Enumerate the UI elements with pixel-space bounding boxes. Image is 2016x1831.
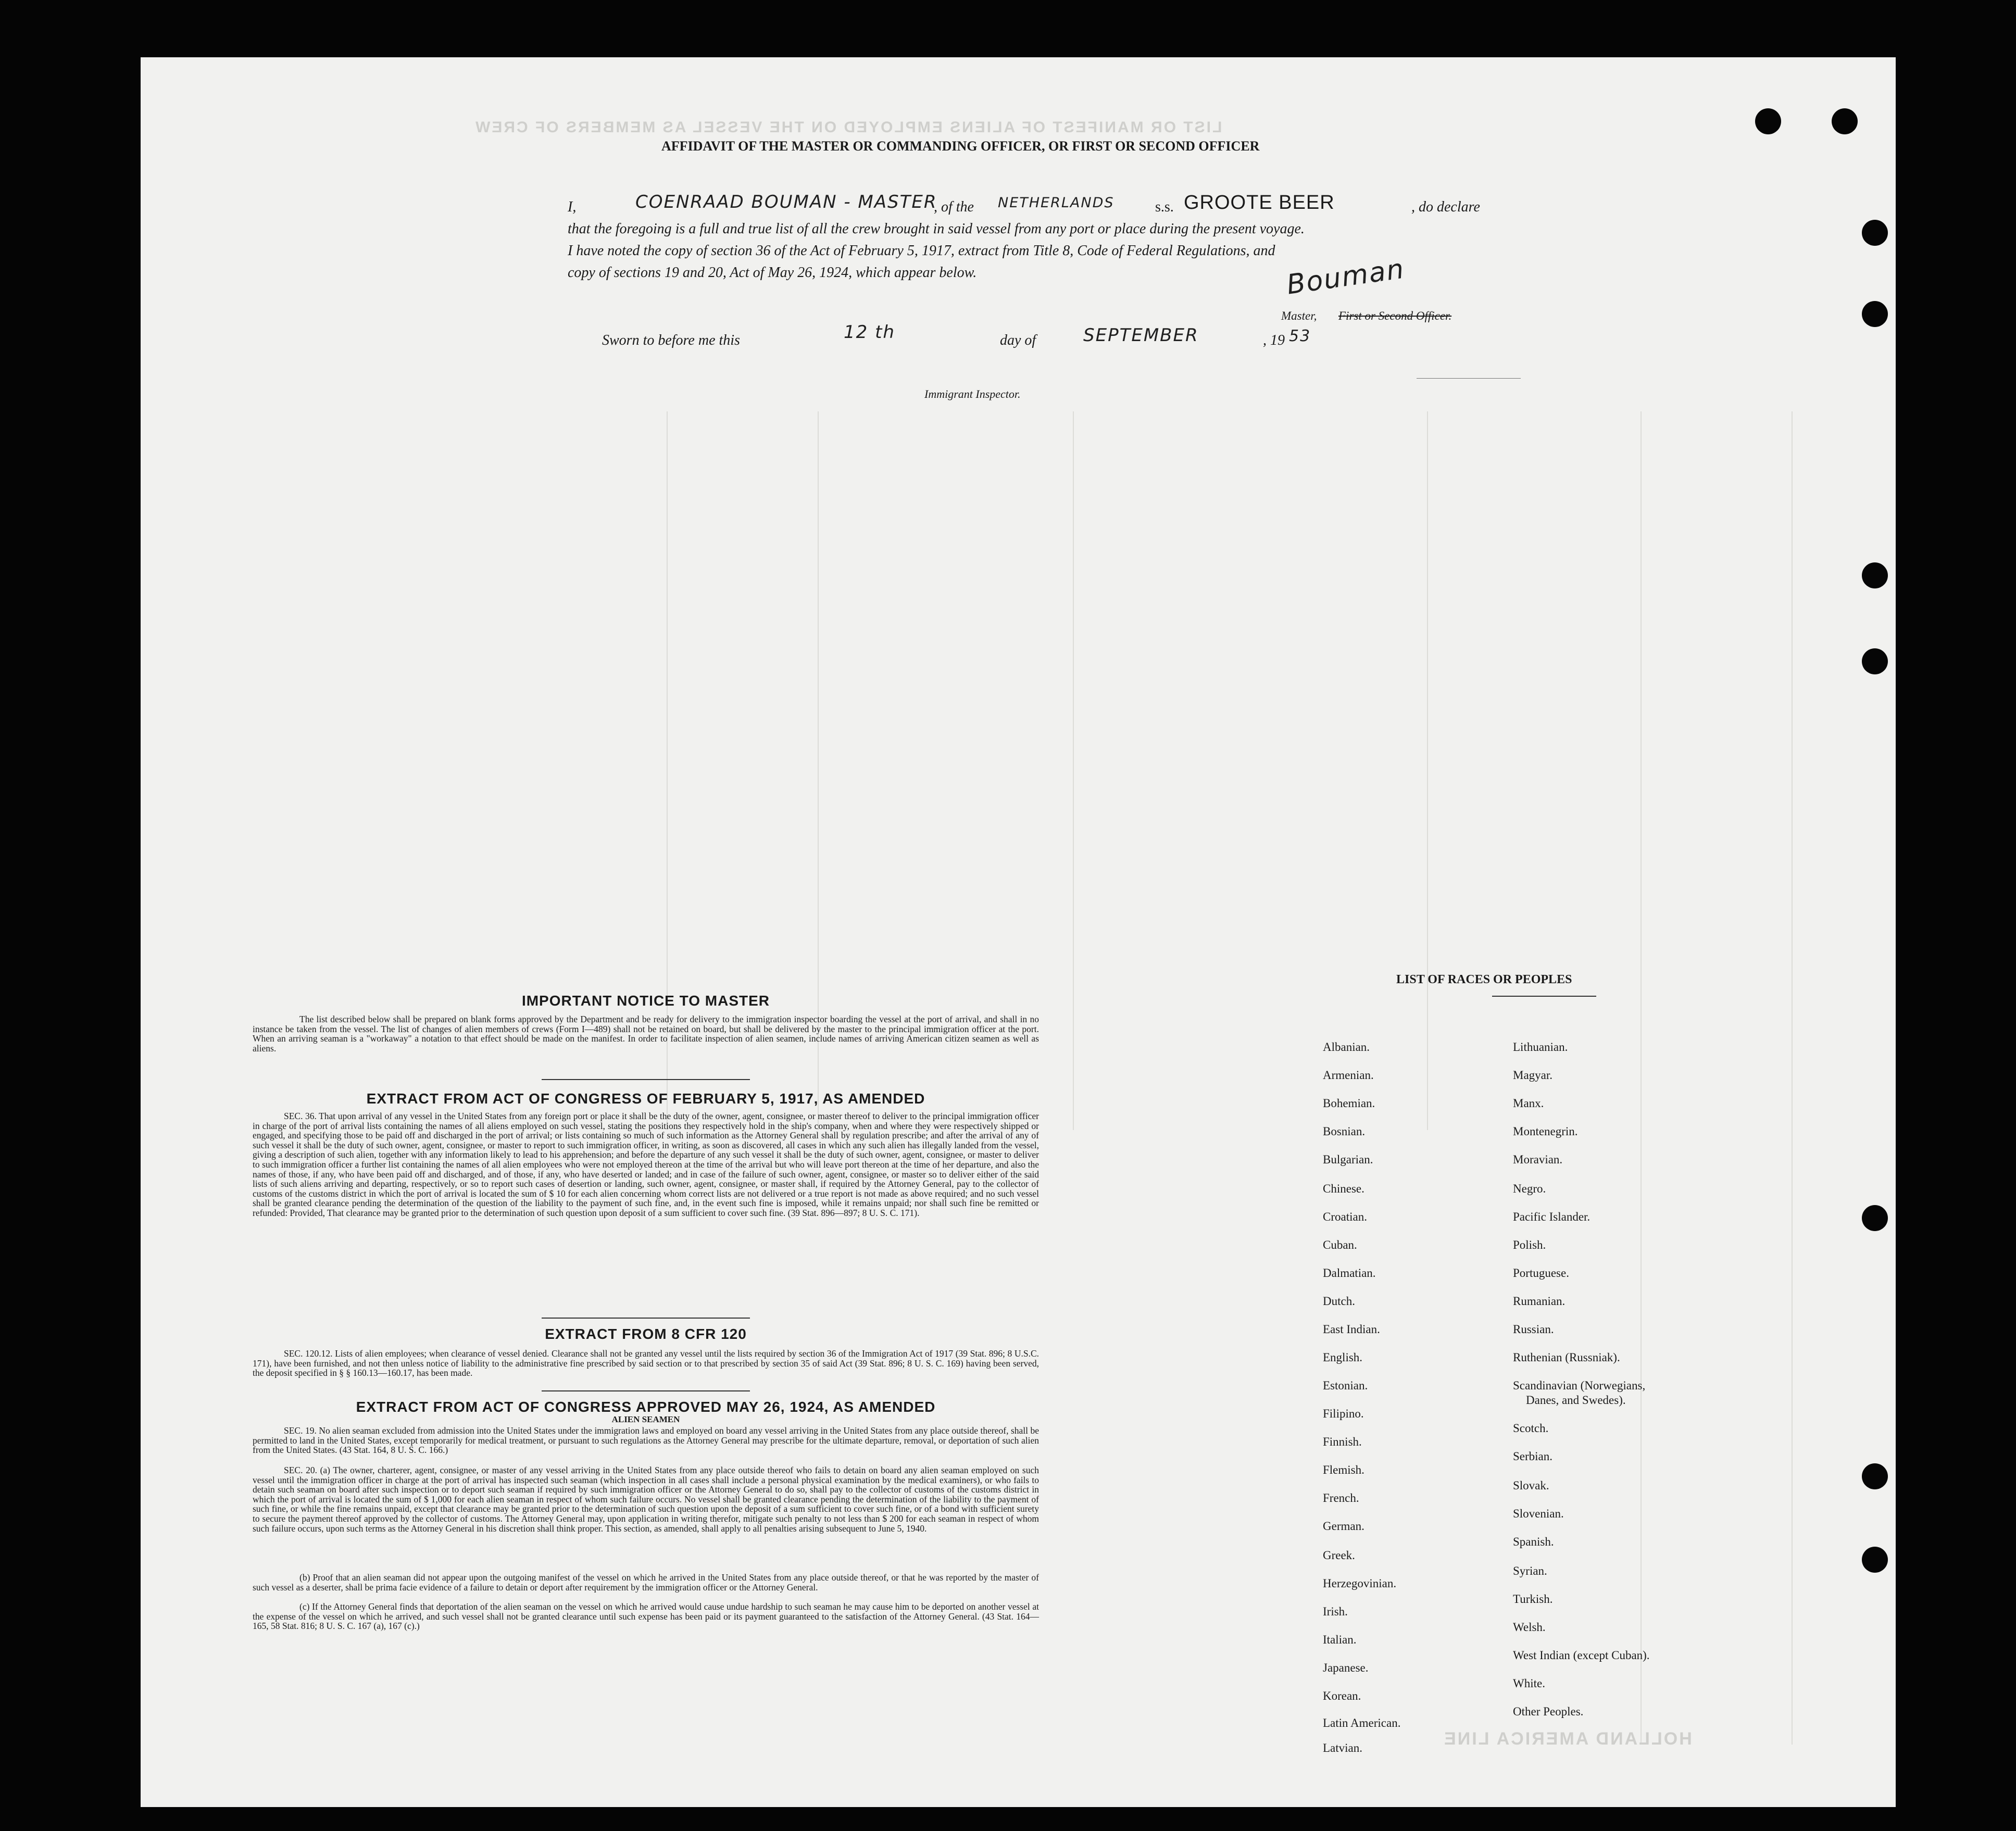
race-item: Irish. (1323, 1605, 1348, 1618)
race-item: White. (1513, 1677, 1545, 1690)
year-prefix: , 19 (1263, 332, 1285, 348)
race-item: Albanian. (1323, 1040, 1370, 1054)
section-rule (542, 1318, 750, 1319)
notice-body: The list described below shall be prepared on blank forms approved by the Department and be ready for delivery to the immigration inspector boarding the vessel at the port of arrival, and shall in no instance be taken from the vessel. The list of changes of alien members of crews (Form I—489) shall not be retained on board, but shall be delivered by the master to the principal immigration officer at the port. When an arriving seaman is a "workaway" a notation to that effect should be made on the manifest. In order to facilitate inspection of alien seamen, include names of arriving American citizen seamen as well as aliens. (253, 1014, 1039, 1054)
affidavit-title: AFFIDAVIT OF THE MASTER OR COMMANDING OFFICER, OR FIRST OR SECOND OFFICER (661, 139, 1260, 154)
race-item: Danes, and Swedes). (1526, 1394, 1626, 1407)
race-item: Magyar. (1513, 1069, 1553, 1082)
alien-seamen-subheading: ALIEN SEAMEN (611, 1414, 680, 1424)
race-item: Rumanian. (1513, 1295, 1566, 1308)
race-item: Negro. (1513, 1182, 1546, 1195)
races-heading: LIST OF RACES OR PEOPLES (1396, 973, 1572, 986)
extract-cfr-heading: EXTRACT FROM 8 CFR 120 (545, 1326, 747, 1342)
affidavit-i-label: I, (568, 199, 577, 215)
race-item: Slovenian. (1513, 1507, 1564, 1520)
race-item: Greek. (1323, 1549, 1355, 1562)
affidavit-line-4: copy of sections 19 and 20, Act of May 26, 1924, which appear below. (568, 265, 977, 281)
race-item: Filipino. (1323, 1407, 1364, 1420)
bleed-column-line (1792, 411, 1793, 1745)
race-item: Chinese. (1323, 1182, 1364, 1195)
race-item: Russian. (1513, 1323, 1554, 1336)
signature-line (1417, 378, 1521, 379)
race-item: Lithuanian. (1513, 1040, 1568, 1054)
section-rule (542, 1079, 750, 1080)
race-item: Slovak. (1513, 1479, 1549, 1492)
affidavit-line-3: I have noted the copy of section 36 of the Act of February 5, 1917, extract from Title 8, Code of Federal Regulations, and (568, 243, 1275, 259)
race-item: Welsh. (1513, 1621, 1546, 1634)
declarant-name: COENRAAD BOUMAN - MASTER (635, 192, 937, 212)
race-item: East Indian. (1323, 1323, 1380, 1336)
sworn-label: Sworn to before me this (602, 332, 740, 348)
mirrored-header-bleedthrough: LIST OR MANIFEST OF ALIENS EMPLOYED ON THE VESSEL AS MEMBERS OF CREW (474, 119, 1222, 136)
nationality: NETHERLANDS (998, 195, 1115, 211)
master-signature: Bouman (1284, 253, 1407, 301)
race-item: Croatian. (1323, 1210, 1367, 1223)
punch-hole (1862, 301, 1888, 327)
race-item: Moravian. (1513, 1153, 1563, 1166)
bleed-column-line (1427, 411, 1428, 1130)
sec-19-text: SEC. 19. No alien seaman excluded from admission into the United States under the immigration laws and employed on board any vessel arriving in the United States from any place outside thereof, shall be permitted to land in the United States, except temporarily for medical treatment, or pursuant to such regulations as the Attorney General may prescribe for the ultimate departure, removal, or deportation of such alien from the United States. (43 Stat. 164, 8 U. S. C. 166.) (253, 1425, 1039, 1456)
race-item: Japanese. (1323, 1661, 1369, 1674)
day-of-label: day of (1000, 332, 1036, 348)
race-item: Manx. (1513, 1097, 1544, 1110)
race-item: Italian. (1323, 1633, 1357, 1646)
race-item: French. (1323, 1491, 1359, 1504)
race-item: Polish. (1513, 1238, 1546, 1251)
race-item: Flemish. (1323, 1463, 1364, 1476)
race-item: Other Peoples. (1513, 1705, 1584, 1718)
race-item: Pacific Islander. (1513, 1210, 1591, 1223)
extract-1917-body: SEC. 36. That upon arrival of any vessel in the United States from any foreign port or place it shall be the duty of the owner, agent, consignee, or master thereof to deliver to the principal immigration officer in charge of the port of arrival lists containing the names of all aliens employed on such vessel, stating the positions they respectively hold in the ship's company, when and where they were respectively shipped or engaged, and specifying those to be paid off and discharged in the port of arrival; or lists containing so much of such information as the Attorney General shall by regulation prescribe; and after the arrival of any of such vessel it shall be the duty of such owner, agent, consignee, or master to report to such immigration officer, in writing, as soon as discovered, all cases in which any such alien has illegally landed from the vessel, giving a description of such alien, together with any information likely to lead to his apprehension; and before the departure of any such vessel it shall be the duty of such owner, agent, consignee, or master to deliver to such immigration officer a further list containing the names of all alien employees who were not employed thereon at the time of the arrival but who will leave port thereon at the time of her departure, and also the names of those, if any, who have been paid off and discharged, and of those, if any, who have deserted or landed; and in case of the failure of such owner, agent, consignee, or master so to deliver either of the said lists of such aliens arriving and departing, respectively, or so to report such cases of desertion or landing, such owner, agent, consignee, or master shall, if required by the Attorney General, pay to the collector of customs of the customs district in which the port of arrival is located the sum of $ 10 for each alien concerning whom correct lists are not delivered or a true report is not made as above required; and no such vessel shall be granted clearance pending the determination of the question of the liability to the payment of such fine, and, in the event such fine is imposed, while it remains unpaid; nor shall such fine be remitted or refunded: Provided, That clearance may be granted prior to the determination of such question upon deposit of a sum sufficient to cover such fine. (39 Stat. 896—897; 8 U. S. C. 171). (253, 1111, 1039, 1218)
race-item: Scotch. (1513, 1422, 1549, 1435)
punch-hole (1862, 220, 1888, 246)
ss-prefix: s.s. (1155, 199, 1174, 215)
race-item: Herzegovinian. (1323, 1577, 1397, 1590)
extract-1917-heading: EXTRACT FROM ACT OF CONGRESS OF FEBRUARY 5, 1917, AS AMENDED (366, 1090, 925, 1107)
race-item: Bohemian. (1323, 1097, 1375, 1110)
extract-cfr-body: SEC. 120.12. Lists of alien employees; when clearance of vessel denied. Clearance shall not be granted any vessel until the lists required by section 36 of the Immigration Act of 1917 (39 Stat. 896; 8 U.S.C. 171), have been furnished, and not then unless notice of liability to the administrative fine prescribed by said section or to that prescribed by section 35 of said Act (39 Stat. 896; 8 U. S. C. 169) having been served, the deposit specified in § § 160.13—160.17, has been made. (253, 1348, 1039, 1378)
races-heading-rule (1492, 996, 1596, 997)
struck-officer-label: First or Second Officer. (1338, 309, 1452, 322)
race-item: Portuguese. (1513, 1266, 1569, 1280)
race-item: Dutch. (1323, 1295, 1355, 1308)
race-item: Bulgarian. (1323, 1153, 1373, 1166)
punch-hole (1862, 1205, 1888, 1231)
inspector-label: Immigrant Inspector. (924, 387, 1021, 400)
mirrored-company-bleedthrough: HOLLAND AMERICA LINE (1443, 1729, 1692, 1749)
race-item: English. (1323, 1351, 1363, 1364)
race-item: Armenian. (1323, 1069, 1374, 1082)
punch-hole (1862, 648, 1888, 674)
race-item: Cuban. (1323, 1238, 1357, 1251)
race-item: West Indian (except Cuban). (1513, 1649, 1650, 1662)
race-item: Latvian. (1323, 1741, 1362, 1754)
race-item: Latin American. (1323, 1716, 1401, 1729)
race-item: Turkish. (1513, 1592, 1553, 1606)
affidavit-line-2: that the foregoing is a full and true list of all the crew brought in said vessel from any port or place during the present voyage. (568, 221, 1305, 237)
section-rule (542, 1390, 750, 1391)
race-item: German. (1323, 1520, 1364, 1533)
race-item: Korean. (1323, 1689, 1361, 1702)
affidavit-do-declare: , do declare (1411, 199, 1480, 215)
extract-1924-heading: EXTRACT FROM ACT OF CONGRESS APPROVED MAY 26, 1924, AS AMENDED (356, 1399, 936, 1415)
race-item: Scandinavian (Norwegians, (1513, 1379, 1646, 1392)
punch-hole (1862, 1463, 1888, 1489)
document-page (141, 57, 1896, 1807)
bleed-column-line (1073, 411, 1074, 1130)
race-item: Dalmatian. (1323, 1266, 1376, 1280)
vessel-name: GROOTE BEER (1184, 192, 1335, 214)
sworn-month: SEPTEMBER (1083, 325, 1199, 346)
race-item: Finnish. (1323, 1435, 1362, 1448)
punch-hole (1862, 1547, 1888, 1573)
punch-hole (1832, 108, 1858, 134)
notice-heading: IMPORTANT NOTICE TO MASTER (521, 993, 770, 1009)
punch-hole (1862, 562, 1888, 588)
sworn-day: 12 th (844, 322, 895, 343)
sec-20a-text: SEC. 20. (a) The owner, charterer, agent, consignee, or master of any vessel arriving in the United States from any place outside thereof who fails to detain on board any alien seaman employed on such vessel until the immigration officer in charge at the port of arrival has inspected such seaman (which inspection in all cases shall include a personal physical examination by the medical examiners), or who fails to detain such seaman on board after such inspection or to deport such seaman if required by such immigration officer or the Attorney General to do so, shall pay to the collector of customs of the customs district in which the port of arrival is located the sum of $ 1,000 for each alien seaman in respect of whom such failure occurs. No vessel shall be granted clearance pending the determination of the liability to the payment of such fine, or while the fine remains unpaid, except that clearance may be granted prior to the determination of such question upon the deposit of a sum sufficient to cover such fine, or of a bond with sufficient surety to secure the payment thereof approved by the collector of customs. The Attorney General may, upon application in writing therefor, mitigate such penalty to not less than $ 200 for each seaman in respect of whom such failure occurs, upon such terms as the Attorney General in his discretion shall think proper. This section, as amended, shall apply to all penalties arising subsequent to June 5, 1940. (253, 1465, 1039, 1534)
sec-20b-text: (b) Proof that an alien seaman did not appear upon the outgoing manifest of the vessel on which he arrived in the United States from any place outside thereof, or that he was reported by the master of such vessel as a deserter, shall be prima facie evidence of a failure to detain or deport after requirement by the immigration officer or the Attorney General. (253, 1572, 1039, 1592)
bleed-column-line (1641, 411, 1642, 1745)
race-item: Syrian. (1513, 1564, 1547, 1577)
race-item: Spanish. (1513, 1535, 1554, 1548)
race-item: Montenegrin. (1513, 1125, 1578, 1138)
year-suffix: 53 (1289, 327, 1311, 345)
race-item: Serbian. (1513, 1450, 1553, 1463)
race-item: Ruthenian (Russniak). (1513, 1351, 1620, 1364)
affidavit-of-the: , of the (934, 199, 974, 215)
punch-hole (1755, 108, 1781, 134)
race-item: Bosnian. (1323, 1125, 1366, 1138)
master-label: Master, (1281, 309, 1317, 322)
sec-20c-text: (c) If the Attorney General finds that deportation of the alien seaman on the vessel on which he arrived would cause undue hardship to such seaman he may cause him to be deported on another vessel at the expense of the vessel on which he arrived, and such vessel shall not be granted clearance until such expense has been paid or its payment guaranteed to the satisfaction of the Attorney General. (43 Stat. 164—165, 58 Stat. 816; 8 U. S. C. 167 (a), 167 (c).) (253, 1601, 1039, 1632)
race-item: Estonian. (1323, 1379, 1368, 1392)
